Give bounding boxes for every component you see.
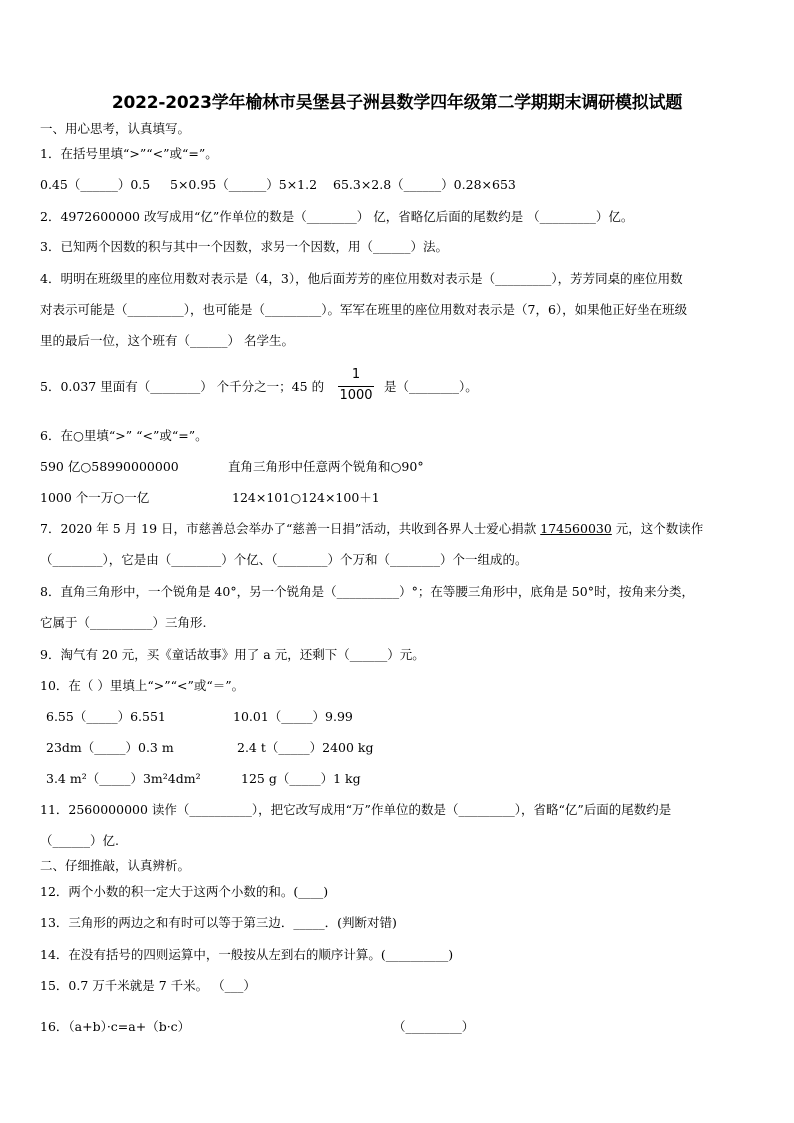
question-16: 16．（a+b）·c=a+（b·c） bbox=[40, 1019, 191, 1034]
page-title: 2022-2023学年榆林市吴堡县子洲县数学四年级第二学期期末调研模拟试题 bbox=[111, 93, 683, 113]
q6-item-1: 590 亿○58990000000 bbox=[40, 459, 179, 474]
question-4-line-2: 对表示可能是（_________），也可能是（_________）。军军在班里的座位用数对表示是（7，6），如果他正好坐在班级 bbox=[40, 302, 688, 317]
question-4-line-1: 4．明明在班级里的座位用数对表示是（4，3），他后面芳芳的座位用数对表示是（_________），芳芳同桌的座位用数 bbox=[40, 271, 683, 286]
question-10: 10．在（ ）里填上“>”“<”或“＝”。 bbox=[40, 678, 245, 693]
section-1-heading: 一、用心思考，认真填写。 bbox=[40, 121, 191, 136]
q7-line1-after: 元，这个数读作 bbox=[611, 521, 704, 536]
q10-item-6: 125 g（_____）1 kg bbox=[241, 771, 361, 786]
q10-item-2: 10.01（_____）9.99 bbox=[233, 709, 353, 724]
question-11-line-2: （______）亿. bbox=[40, 833, 119, 848]
section-2-heading: 二、仔细推敲，认真辨析。 bbox=[40, 858, 191, 873]
question-7-line-1 bbox=[40, 521, 703, 537]
question-5-after: 是（________）。 bbox=[384, 379, 478, 394]
q1-item-3: 65.3×2.8（______）0.28×653 bbox=[333, 177, 516, 192]
question-15: 15．0.7 万千米就是 7 千米。 （___） bbox=[40, 978, 256, 993]
q6-item-3: 1000 个一万○一亿 bbox=[40, 490, 150, 505]
question-12: 12．两个小数的积一定大于这两个小数的和。(____) bbox=[40, 884, 329, 899]
q6-item-2: 直角三角形中任意两个锐角和○90° bbox=[228, 459, 424, 474]
question-5-before: 5．0.037 里面有（________） 个千分之一；45 的 bbox=[40, 379, 325, 394]
question-8-line-2: 它属于（__________）三角形. bbox=[40, 615, 207, 630]
q5-fraction bbox=[336, 367, 376, 407]
question-14: 14．在没有括号的四则运算中，一般按从左到右的顺序计算。(__________) bbox=[40, 947, 454, 962]
question-4-line-3: 里的最后一位，这个班有（______） 名学生。 bbox=[40, 333, 294, 348]
q1-item-2: 5×0.95（______）5×1.2 bbox=[170, 177, 318, 192]
question-7-line-2: （________），它是由（________）个亿、（________）个万和（________）个一组成的。 bbox=[40, 552, 528, 567]
q7-donation-amount: 174560030 bbox=[540, 521, 612, 536]
q10-item-4: 2.4 t（_____）2400 kg bbox=[237, 740, 374, 755]
question-2: 2．4972600000 改写成用“亿”作单位的数是（________） 亿，省略亿后面的尾数约是 （_________）亿。 bbox=[40, 209, 634, 224]
q10-item-5: 3.4 m²（_____）3m²4dm² bbox=[46, 771, 201, 786]
question-1: 1．在括号里填“>”“<”或“=”。 bbox=[40, 146, 218, 161]
question-11-line-1: 11．2560000000 读作（__________），把它改写成用“万”作单位的数是（_________），省略“亿”后面的尾数约是 bbox=[40, 802, 672, 817]
q7-line1-before: 7．2020 年 5 月 19 日，市慈善总会举办了“慈善一日捐”活动，共收到各界人士爱心捐款 bbox=[40, 521, 541, 536]
q5-fraction-denominator: 1000 bbox=[339, 388, 373, 403]
q5-fraction-numerator: 1 bbox=[351, 367, 361, 382]
q16-answer-blank: （_________） bbox=[393, 1019, 475, 1034]
question-8-line-1: 8．直角三角形中，一个锐角是 40°，另一个锐角是（__________）°；在等腰三角形中，底角是 50°时，按角来分类， bbox=[40, 584, 694, 599]
q10-item-1: 6.55（_____）6.551 bbox=[46, 709, 166, 724]
question-9: 9．淘气有 20 元，买《童话故事》用了 a 元，还剩下（______）元。 bbox=[40, 647, 425, 662]
question-13: 13．三角形的两边之和有时可以等于第三边．_____．(判断对错) bbox=[40, 915, 397, 930]
q10-item-3: 23dm（_____）0.3 m bbox=[46, 740, 174, 755]
q1-item-1: 0.45（______）0.5 bbox=[40, 177, 151, 192]
question-6: 6．在○里填“>” “<”或“=”。 bbox=[40, 428, 208, 443]
q6-item-4: 124×101○124×100＋1 bbox=[232, 490, 380, 505]
q5-fraction-bar bbox=[338, 386, 374, 387]
question-3: 3．已知两个因数的积与其中一个因数，求另一个因数，用（______）法。 bbox=[40, 239, 448, 254]
